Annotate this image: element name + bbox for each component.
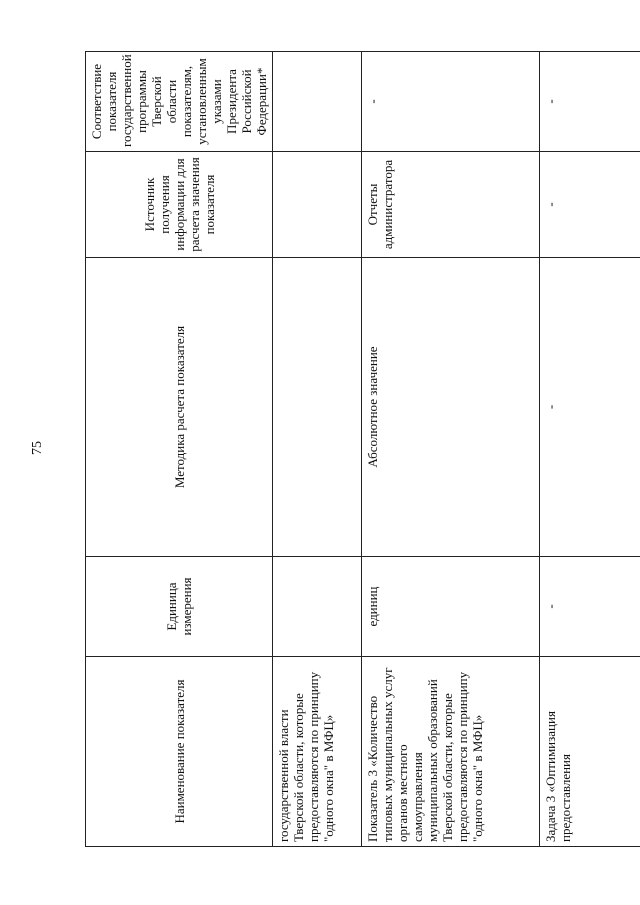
cell-name: Задача 3 «Оптимизация предоставления — [540, 657, 640, 847]
cell-source: - — [540, 152, 640, 258]
cell-unit: единиц — [362, 557, 540, 657]
header-match: Соответствие показателя государственной программы Тверской области показателям, установленным указами Президента Российской Федерации* — [86, 52, 273, 152]
table-row — [362, 52, 540, 847]
cell-method: - — [540, 258, 640, 557]
cell-source: Отчеты администратора — [362, 152, 540, 258]
table-container — [85, 52, 640, 842]
cell-method: Абсолютное значение — [362, 258, 540, 557]
page-number: 75 — [30, 441, 45, 455]
header-unit: Единица измерения — [86, 557, 273, 657]
cell-name: государственной власти Тверской области, которые предоставляются по принципу "одного окна" в МФЦ» — [273, 657, 362, 847]
table-row — [273, 52, 362, 847]
header-name: Наименование показателя — [86, 657, 273, 847]
cell-unit: - — [540, 557, 640, 657]
table-row — [540, 52, 640, 847]
indicators-table — [85, 51, 640, 847]
header-method: Методика расчета показателя — [86, 258, 273, 557]
cell-unit — [273, 557, 362, 657]
cell-method — [273, 258, 362, 557]
cell-name: Показатель 3 «Количество типовых муниципальных услуг органов местного самоуправления муниципальных образований Тверской области, которые предоставляются по принципу "одного окна" в МФЦ» — [362, 657, 540, 847]
header-source: Источник получения информации для расчета значения показателя — [86, 152, 273, 258]
cell-match: - — [362, 52, 540, 152]
cell-match: - — [540, 52, 640, 152]
cell-match — [273, 52, 362, 152]
cell-source — [273, 152, 362, 258]
table-header-row — [86, 52, 273, 847]
